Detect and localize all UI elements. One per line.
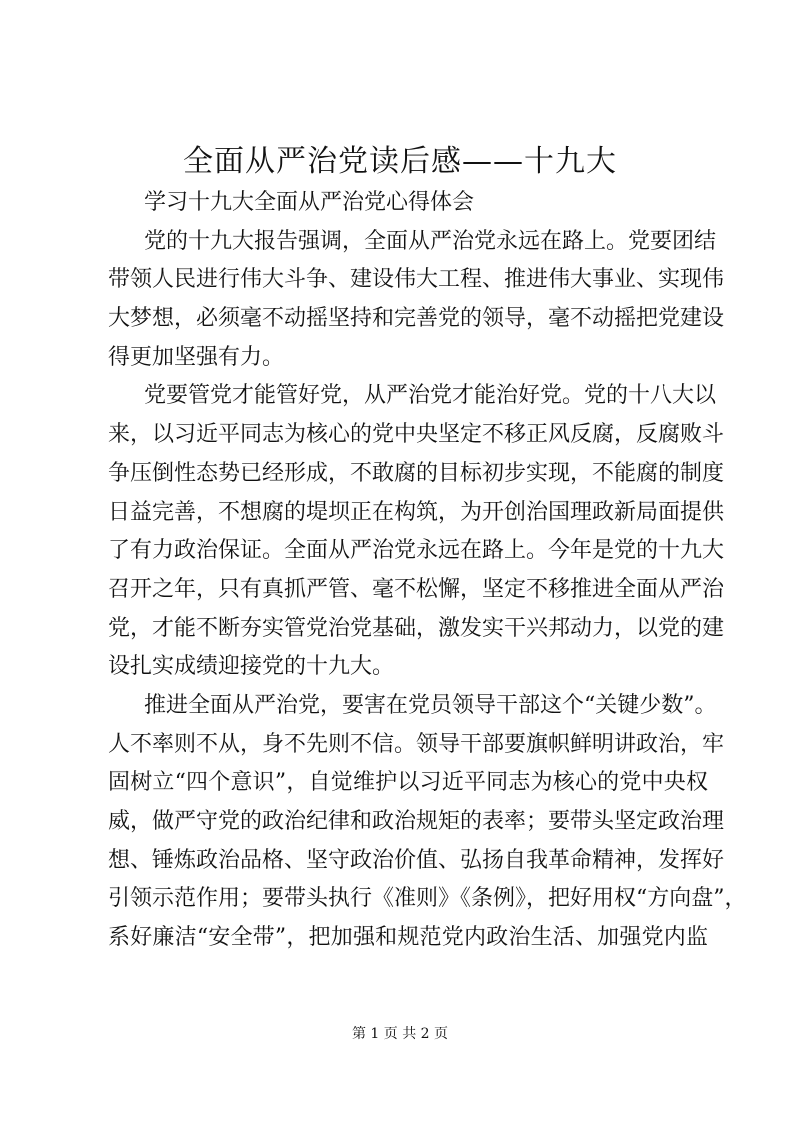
- paragraph-2-line-1: 党要管党才能管好党，从严治党才能治好党。党的十八大以: [144, 383, 717, 409]
- paragraph-3-line-5: 想、锤炼政治品格、坚守政治价值、弘扬自我革命精神，发挥好: [108, 847, 725, 873]
- paragraph-3-line-1: 推进全面从严治党，要害在党员领导干部这个“关键少数”。: [144, 692, 717, 718]
- paragraph-1-line-3: 大梦想，必须毫不动摇坚持和完善党的领导，毫不动摇把党建设: [108, 306, 725, 332]
- paragraph-2-line-3: 争压倒性态势已经形成，不敢腐的目标初步实现，不能腐的制度: [108, 460, 725, 486]
- paragraph-3-line-4: 威，做严守党的政治纪律和政治规矩的表率；要带头坚定政治理: [108, 809, 725, 834]
- paragraph-2-line-6: 召开之年，只有真抓严管、毫不松懈，坚定不移推进全面从严治: [108, 576, 725, 602]
- document-body: [108, 184, 747, 958]
- paragraph-3-line-3: 固树立“四个意识”，自觉维护以习近平同志为核心的党中央权: [108, 770, 708, 796]
- paragraph-3-line-7: 系好廉洁“安全带”，把加强和规范党内政治生活、加强党内监: [108, 925, 708, 951]
- document-subtitle: 学习十九大全面从严治党心得体会: [144, 190, 475, 215]
- paragraph-2-line-2: 来，以习近平同志为核心的党中央坚定不移正风反腐，反腐败斗: [108, 422, 725, 448]
- paragraph-1-line-2: 带领人民进行伟大斗争、建设伟大工程、推进伟大事业、实现伟: [108, 267, 725, 293]
- document-title: 全面从严治党读后感——十九大: [183, 144, 617, 179]
- paragraph-2-line-8: 设扎实成绩迎接党的十九大。: [108, 654, 395, 680]
- paragraph-3-line-2: 人不率则不从，身不先则不信。领导干部要旗帜鲜明讲政治，牢: [108, 731, 725, 757]
- paragraph-1-line-1: 党的十九大报告强调，全面从严治党永远在路上。党要团结: [144, 228, 717, 254]
- paragraph-2-line-7: 党，才能不断夯实管党治党基础，激发实干兴邦动力，以党的建: [108, 615, 725, 641]
- paragraph-2-line-4: 日益完善，不想腐的堤坝正在构筑，为开创治国理政新局面提供: [108, 499, 725, 525]
- paragraph-3-line-6: 引领示范作用；要带头执行《准则》《条例》，把好用权“方向盘”，: [108, 886, 747, 912]
- paragraph-2-line-5: 了有力政治保证。全面从严治党永远在路上。今年是党的十九大: [108, 538, 725, 564]
- page-number-footer: 第 1 页 共 2 页: [351, 1026, 449, 1042]
- paragraph-1-line-4: 得更加坚强有力。: [108, 344, 285, 370]
